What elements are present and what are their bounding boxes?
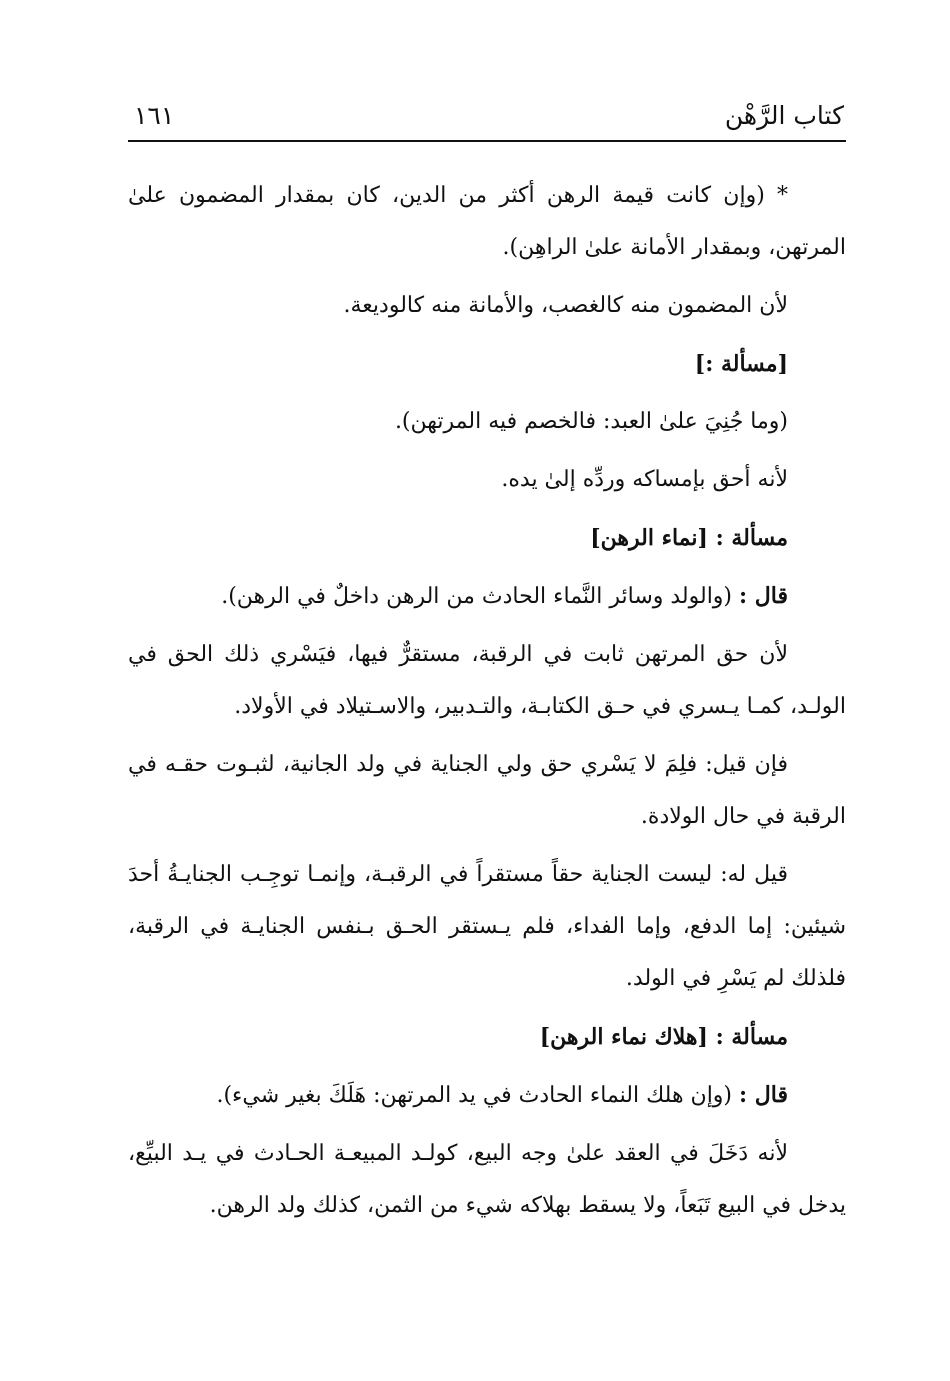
running-title: كتاب الرَّهْن <box>724 101 844 130</box>
paragraph-text: (والولد وسائر النَّماء الحادث من الرهن داخلٌ في الرهن). <box>221 584 733 609</box>
paragraph-text: قيل له: ليست الجناية حقاً مستقراً في الرقبـة، وإنمـا توجِـب الجنايـةُ أحدَ شيئين: إما الدفع، وإما الفداء، فلم يـستقر الحـق بـنفس الجنايـة في الرقبة، فلذلك لم يَسْرِ في الولد. <box>128 862 846 991</box>
paragraph-text <box>128 280 846 332</box>
paragraph-text <box>128 1128 846 1232</box>
paragraph-text <box>128 849 846 1005</box>
section-heading <box>128 1011 846 1063</box>
paragraph-text: لأنه أحق بإمساكه وردِّه إلىٰ يده. <box>501 467 788 492</box>
paragraph-text: لأنه دَخَلَ في العقد علىٰ وجه البيع، كولـد المبيعـة الحـادث في يـد البيِّع، يدخل في البيع تَبَعاً، ولا يسقط بهلاكه شيء من الثمن، كذلك ولد الرهن. <box>128 1141 846 1218</box>
qala-label: قال : <box>739 583 788 609</box>
paragraph-text: لأن حق المرتهن ثابت في الرقبة، مستقرٌّ فيها، فيَسْري ذلك الحق في الولـد، كمـا يـسري في حـق الكتابـة، والتـدبير، والاسـتيلاد في الأولاد. <box>128 642 846 719</box>
section-heading <box>128 512 846 564</box>
paragraph-text <box>128 454 846 506</box>
page-body <box>128 170 846 1232</box>
heading-text: [مسألة :] <box>694 351 788 377</box>
paragraph-text: * (وإن كانت قيمة الرهن أكثر من الدين، كان بمقدار المضمون علىٰ المرتهن، وبمقدار الأمانة علىٰ الراهِن). <box>128 183 846 260</box>
paragraph-text: فإن قيل: فلِمَ لا يَسْري حق ولي الجناية في ولد الجانية، لثبـوت حقـه في الرقبة في حال الولادة. <box>128 752 846 829</box>
heading-text: مسألة : [نماء الرهن] <box>590 525 788 551</box>
paragraph-text <box>128 570 846 623</box>
section-heading <box>128 338 846 390</box>
paragraph-text <box>128 739 846 843</box>
paragraph-text: (وإن هلك النماء الحادث في يد المرتهن: هَلَكَ بغير شيء). <box>216 1083 733 1108</box>
paragraph-text: (وما جُنِيَ علىٰ العبد: فالخصم فيه المرتهن). <box>394 409 788 434</box>
paragraph-text <box>128 629 846 733</box>
paragraph-text <box>128 396 846 448</box>
heading-text: مسألة : [هلاك نماء الرهن] <box>539 1024 788 1050</box>
paragraph-text <box>128 1069 846 1122</box>
page-number: ١٦١ <box>134 101 175 130</box>
page-header <box>128 98 846 142</box>
paragraph-text: لأن المضمون منه كالغصب، والأمانة منه كالوديعة. <box>343 293 788 318</box>
paragraph-text <box>128 170 846 274</box>
qala-label: قال : <box>739 1082 788 1108</box>
